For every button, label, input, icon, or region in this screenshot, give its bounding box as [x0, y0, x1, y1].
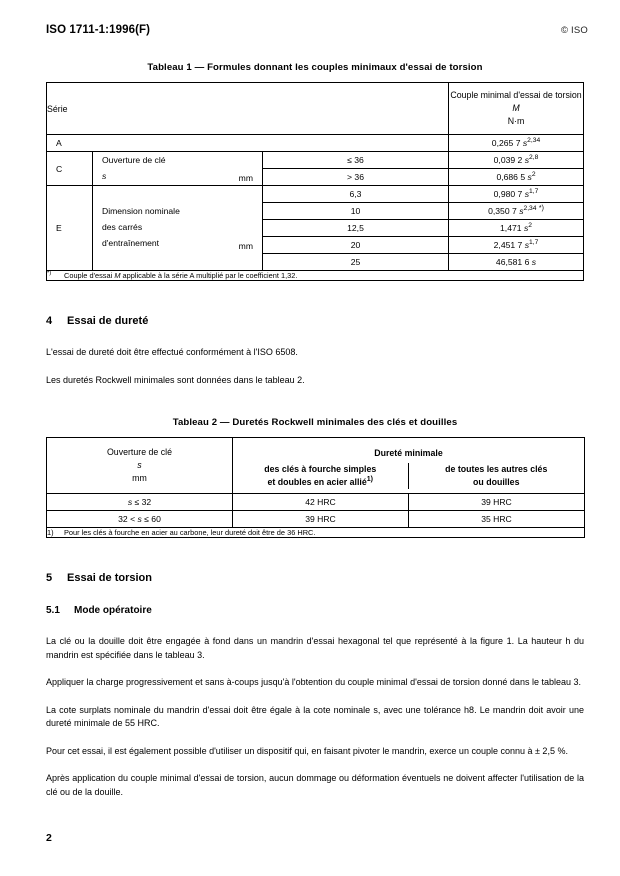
table-row: [47, 511, 585, 528]
table-row: [47, 494, 585, 511]
footnote-ref: *): [538, 205, 544, 213]
table2-other-1: 39 HRC: [409, 494, 585, 511]
desc-text-3: d'entraînement: [102, 237, 160, 248]
table1-cond-e2: 10: [263, 203, 449, 220]
footnote-ref: 1): [366, 475, 373, 483]
exp: 2: [531, 171, 536, 179]
table2-header-col3-line1: de toutes les autres clés: [445, 464, 548, 475]
table2-header-col2-line2: et doubles en acier allié$^{1)}$: [267, 475, 373, 487]
footnote-text-before: Couple d'essai: [64, 271, 115, 280]
section-4-heading: [46, 315, 584, 327]
table1-serie-e: E: [47, 186, 93, 271]
range-post: ≤ 60: [141, 514, 161, 524]
table1-cond-c1: ≤ 36: [263, 152, 449, 169]
range-var: s: [127, 497, 133, 507]
var: s: [524, 189, 530, 199]
footnote-symbol: M: [114, 271, 121, 280]
table2: [46, 437, 585, 538]
table2-header-col3-line2: ou douilles: [473, 476, 520, 487]
coef: 1,471: [500, 223, 522, 233]
section-4-paragraph-2: Les duretés Rockwell minimales sont données dans le tableau 2.: [46, 374, 305, 385]
table1-header-value-symbol: M: [512, 103, 520, 114]
table2-header-col1-unit: mm: [132, 472, 147, 483]
table1-block: [46, 62, 584, 281]
table1-cond-e3: 12,5: [263, 220, 449, 237]
var: s: [527, 172, 532, 182]
desc-text: Ouverture de clé: [102, 154, 166, 165]
coef: 0,350 7: [488, 206, 517, 216]
var: s: [524, 155, 530, 165]
footnote-text: Pour les clés à fourche en acier au carbone, leur dureté doit être de 36 HRC.: [64, 528, 316, 537]
table1-value-e4: [449, 237, 584, 254]
section-5-title: Essai de torsion: [67, 572, 152, 584]
var: s: [522, 138, 528, 148]
exp: 1,7: [529, 188, 539, 196]
table1-value-e1: [449, 186, 584, 203]
var: s: [519, 206, 524, 216]
copyright-notice: © ISO: [560, 25, 588, 36]
table1-header-row: [47, 83, 584, 135]
exp: 2,8: [529, 154, 539, 162]
table1-serie-a: A: [47, 135, 449, 152]
section-5-1-heading: [46, 605, 584, 616]
table-row: [47, 152, 584, 169]
table2-header-col2: [233, 463, 409, 489]
coef: 2,451 7: [493, 240, 523, 250]
section-5-1-number: 5.1: [46, 605, 60, 616]
table2-header-col1-symbol: s: [137, 460, 142, 471]
table1-header-value-title: Couple minimal d'essai de torsion: [450, 90, 582, 101]
table1-header-value: [449, 83, 584, 135]
table2-footnote: [47, 528, 585, 538]
page-content: [46, 62, 584, 799]
coef: 0,686 5: [496, 172, 526, 182]
section-5-paragraph-2: Appliquer la charge progressivement et sans à-coups jusqu'à l'obtention du couple minimal d'essai de torsion donné dans le tableau 3.: [46, 677, 581, 687]
section-5-paragraph-4: Pour cet essai, il est également possible d'utiliser un dispositif qui, en faisant pivoter le mandrin, exerce un couple connu à ± 2,5 %.: [46, 745, 568, 756]
page-number: 2: [46, 832, 52, 844]
exp: 2: [528, 222, 532, 230]
table2-range-2: [47, 511, 233, 528]
table1-serie-c: C: [47, 152, 93, 186]
table2-header-row: [47, 438, 585, 494]
section-5-paragraph-5: Après application du couple minimal d'essai de torsion, aucun dommage ou déformation éventuels ne doivent affecter l'utilisation de la clé ou de la douille.: [46, 773, 584, 797]
section-5-number: 5: [46, 572, 53, 584]
section-4-title: Essai de dureté: [67, 315, 149, 327]
section-4-paragraph-1: L'essai de dureté doit être effectué conformément à l'ISO 6508.: [46, 347, 298, 357]
table2-header-col1: [47, 438, 233, 494]
table1-value-c1: [449, 152, 584, 169]
table2-other-2: 35 HRC: [409, 511, 585, 528]
exp: 1,7: [529, 239, 539, 247]
table1-value-a: [449, 135, 584, 152]
table1: [46, 82, 584, 281]
table1-header-value-unit: N·m: [507, 115, 525, 126]
table2-footnote-row: [47, 528, 585, 538]
desc-text-2: des carrés: [102, 222, 143, 233]
coef: 46,581 6: [495, 257, 530, 267]
section-4-number: 4: [46, 315, 53, 327]
table2-alloy-2: 39 HRC: [233, 511, 409, 528]
table1-cond-e4: 20: [263, 237, 449, 254]
desc-text-1: Dimension nominale: [102, 206, 180, 217]
exp: 2,34: [523, 205, 537, 213]
section-5-paragraph-1: La clé ou la douille doit être engagée à fond dans un mandrin d'essai hexagonal tel que représenté à la figure 1. La hauteur h du mandrin est spécifiée dans le tableau 3.: [46, 636, 584, 660]
coef: 0,980 7: [493, 189, 523, 199]
table2-header-col1-title: Ouverture de clé: [106, 447, 173, 458]
table1-value-e2: [449, 203, 584, 220]
unit-mm: mm: [238, 173, 253, 184]
var: s: [523, 223, 529, 233]
table2-caption: Tableau 2 — Duretés Rockwell minimales des clés et douilles: [172, 417, 458, 428]
table1-header-serie: Série: [47, 83, 449, 135]
table2-header-col3: [409, 463, 585, 489]
table1-value-e5: [449, 254, 584, 271]
table1-footnote-row: [47, 271, 584, 281]
table1-value-e3: [449, 220, 584, 237]
table1-cond-e5: 25: [263, 254, 449, 271]
table2-header-group: [233, 438, 585, 494]
footnote-mark: *): [47, 270, 52, 277]
table-row: [47, 135, 584, 152]
footnote-mark: 1): [47, 528, 54, 537]
table1-footnote: [47, 271, 584, 281]
coef: 0,039 2: [493, 155, 523, 165]
table1-desc-c: [93, 152, 263, 186]
var: s: [524, 240, 530, 250]
table1-desc-e: [93, 186, 263, 271]
exp: 2,34: [527, 137, 541, 145]
coef: 0,265 7: [491, 138, 521, 148]
table1-cond-e1: 6,3: [263, 186, 449, 203]
footnote-text-after: applicable à la série A multiplié par le coefficient 1,32.: [120, 271, 298, 280]
var: s: [531, 257, 537, 267]
range-post: ≤ 32: [132, 497, 152, 507]
table2-alloy-1: 42 HRC: [233, 494, 409, 511]
table2-header-group-title: Dureté minimale: [374, 448, 443, 459]
table1-value-c2: [449, 169, 584, 186]
table2-range-1: [47, 494, 233, 511]
table1-caption: Tableau 1 — Formules donnant les couples minimaux d'essai de torsion: [147, 62, 483, 73]
section-5-heading: [46, 572, 584, 584]
range-var: s: [137, 514, 142, 524]
unit-mm: mm: [238, 240, 253, 251]
table2-header-col2-line1: des clés à fourche simples: [264, 464, 377, 475]
table1-cond-c2: > 36: [263, 169, 449, 186]
table-row: [47, 186, 584, 203]
running-header: [46, 24, 588, 36]
standard-reference: ISO 1711-1:1996(F): [46, 24, 151, 36]
range-pre: 32 <: [118, 514, 138, 524]
table2-block: [46, 417, 584, 538]
section-5-1-title: Mode opératoire: [74, 605, 152, 616]
section-5-paragraph-3: La cote surplats nominale du mandrin d'essai doit être égale à la cote nominale s, avec une tolérance h8. Le mandrin doit avoir une dureté minimale de 55 HRC.: [46, 704, 584, 728]
desc-symbol: s: [102, 170, 107, 181]
